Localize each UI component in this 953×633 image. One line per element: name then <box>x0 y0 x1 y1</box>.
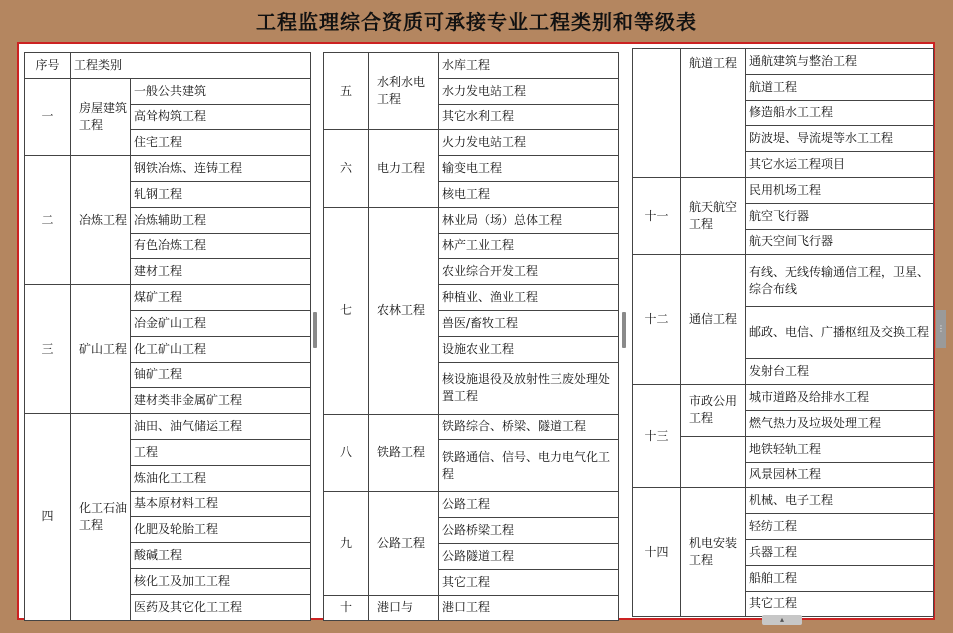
table-row <box>25 156 311 182</box>
item-cell: 公路隧道工程 <box>439 543 619 569</box>
column-divider-handle-left[interactable] <box>313 312 317 348</box>
item-cell: 有线、无线传输通信工程，卫星、综合布线 <box>746 255 934 307</box>
group-category: 机电安装工程 <box>681 488 746 617</box>
group-category: 农林工程 <box>369 207 439 414</box>
item-cell: 港口工程 <box>439 595 619 621</box>
table-row <box>324 53 619 79</box>
group-number: 十二 <box>633 255 681 385</box>
table-row <box>633 49 934 75</box>
item-cell: 机械、电子工程 <box>746 488 934 514</box>
item-cell: 兽医/畜牧工程 <box>439 310 619 336</box>
group-category: 港口与 <box>369 595 439 621</box>
group-number: 五 <box>324 53 369 130</box>
header-category: 工程类别 <box>71 53 311 79</box>
item-cell: 轻纺工程 <box>746 514 934 540</box>
item-cell: 其它工程 <box>746 591 934 617</box>
table-left <box>24 52 311 621</box>
group-number: 十一 <box>633 177 681 254</box>
group-number: 一 <box>25 78 71 155</box>
group-number: 十 <box>324 595 369 621</box>
group-category: 矿山工程 <box>71 285 131 414</box>
table-right <box>632 48 934 617</box>
header-no: 序号 <box>25 53 71 79</box>
item-cell: 其它水运工程项目 <box>746 152 934 178</box>
table-row <box>25 285 311 311</box>
item-cell: 燃气热力及垃圾处理工程 <box>746 410 934 436</box>
table-row <box>324 130 619 156</box>
group-number: 十四 <box>633 488 681 617</box>
item-cell: 输变电工程 <box>439 156 619 182</box>
group-category: 冶炼工程 <box>71 156 131 285</box>
group-number <box>633 49 681 178</box>
item-cell: 地铁轻轨工程 <box>746 436 934 462</box>
group-category: 电力工程 <box>369 130 439 207</box>
item-cell: 火力发电站工程 <box>439 130 619 156</box>
item-cell: 煤矿工程 <box>131 285 311 311</box>
table-row <box>324 492 619 518</box>
column-divider-handle-right[interactable] <box>622 312 626 348</box>
group-number: 六 <box>324 130 369 207</box>
item-cell: 冶金矿山工程 <box>131 310 311 336</box>
item-cell: 发射台工程 <box>746 359 934 385</box>
group-category: 市政公用工程 <box>681 385 746 437</box>
item-cell: 化工矿山工程 <box>131 336 311 362</box>
item-cell: 核设施退役及放射性三废处理处置工程 <box>439 362 619 414</box>
table-row <box>324 207 619 233</box>
side-scroll-tab[interactable]: ⋮ <box>936 310 946 348</box>
item-cell: 建材类非金属矿工程 <box>131 388 311 414</box>
item-cell: 公路工程 <box>439 492 619 518</box>
table-middle <box>323 52 619 621</box>
group-category: 铁路工程 <box>369 414 439 492</box>
item-cell: 修造船水工工程 <box>746 100 934 126</box>
group-category: 公路工程 <box>369 492 439 595</box>
item-cell: 邮政、电信、广播枢纽及交换工程 <box>746 307 934 359</box>
group-category: 通信工程 <box>681 255 746 385</box>
group-number: 十三 <box>633 385 681 488</box>
table-row <box>633 255 934 307</box>
group-number: 七 <box>324 207 369 414</box>
item-cell: 其它水利工程 <box>439 104 619 130</box>
item-cell: 油田、油气储运工程 <box>131 414 311 440</box>
item-cell: 防波堤、导流堤等水工工程 <box>746 126 934 152</box>
table-row <box>324 414 619 440</box>
item-cell: 农业综合开发工程 <box>439 259 619 285</box>
item-cell: 住宅工程 <box>131 130 311 156</box>
item-cell: 船舶工程 <box>746 565 934 591</box>
item-cell: 建材工程 <box>131 259 311 285</box>
page-title: 工程监理综合资质可承接专业工程类别和等级表 <box>256 10 697 34</box>
item-cell: 铁路综合、桥梁、隧道工程 <box>439 414 619 440</box>
item-cell: 轧钢工程 <box>131 181 311 207</box>
blank-cell <box>681 436 746 488</box>
item-cell: 水力发电站工程 <box>439 78 619 104</box>
item-cell: 核化工及加工工程 <box>131 568 311 594</box>
item-cell: 铀矿工程 <box>131 362 311 388</box>
table-row <box>25 414 311 440</box>
group-number: 九 <box>324 492 369 595</box>
item-cell: 炼油化工工程 <box>131 465 311 491</box>
item-cell: 医药及其它化工工程 <box>131 594 311 620</box>
item-cell: 工程 <box>131 439 311 465</box>
item-cell: 公路桥梁工程 <box>439 518 619 544</box>
group-number: 八 <box>324 414 369 492</box>
item-cell: 化肥及轮胎工程 <box>131 517 311 543</box>
group-number: 二 <box>25 156 71 285</box>
group-category: 水利水电工程 <box>369 53 439 130</box>
item-cell: 基本原材料工程 <box>131 491 311 517</box>
item-cell: 航道工程 <box>746 74 934 100</box>
group-category: 航天航空工程 <box>681 177 746 254</box>
bottom-scroll-tab[interactable]: ▴ <box>762 615 802 625</box>
item-cell: 水库工程 <box>439 53 619 79</box>
item-cell: 酸碱工程 <box>131 543 311 569</box>
item-cell: 核电工程 <box>439 181 619 207</box>
table-header-row <box>25 53 311 79</box>
table-row <box>25 78 311 104</box>
item-cell: 林产工业工程 <box>439 233 619 259</box>
table-row <box>633 385 934 411</box>
item-cell: 民用机场工程 <box>746 177 934 203</box>
item-cell: 航空飞行器 <box>746 203 934 229</box>
item-cell: 通航建筑与整治工程 <box>746 49 934 75</box>
group-number: 四 <box>25 414 71 620</box>
item-cell: 兵器工程 <box>746 539 934 565</box>
item-cell: 高耸构筑工程 <box>131 104 311 130</box>
item-cell: 林业局（场）总体工程 <box>439 207 619 233</box>
item-cell: 设施农业工程 <box>439 336 619 362</box>
item-cell: 其它工程 <box>439 569 619 595</box>
item-cell: 钢铁冶炼、连铸工程 <box>131 156 311 182</box>
group-category: 化工石油工程 <box>71 414 131 620</box>
item-cell: 种植业、渔业工程 <box>439 285 619 311</box>
item-cell: 航天空间飞行器 <box>746 229 934 255</box>
item-cell: 有色冶炼工程 <box>131 233 311 259</box>
item-cell: 一般公共建筑 <box>131 78 311 104</box>
item-cell: 冶炼辅助工程 <box>131 207 311 233</box>
table-row <box>633 177 934 203</box>
item-cell: 城市道路及给排水工程 <box>746 385 934 411</box>
table-row <box>633 488 934 514</box>
table-row <box>324 595 619 621</box>
group-category: 航道工程 <box>681 49 746 178</box>
item-cell: 铁路通信、信号、电力电气化工程 <box>439 440 619 492</box>
group-number: 三 <box>25 285 71 414</box>
group-category: 房屋建筑工程 <box>71 78 131 155</box>
item-cell: 风景园林工程 <box>746 462 934 488</box>
